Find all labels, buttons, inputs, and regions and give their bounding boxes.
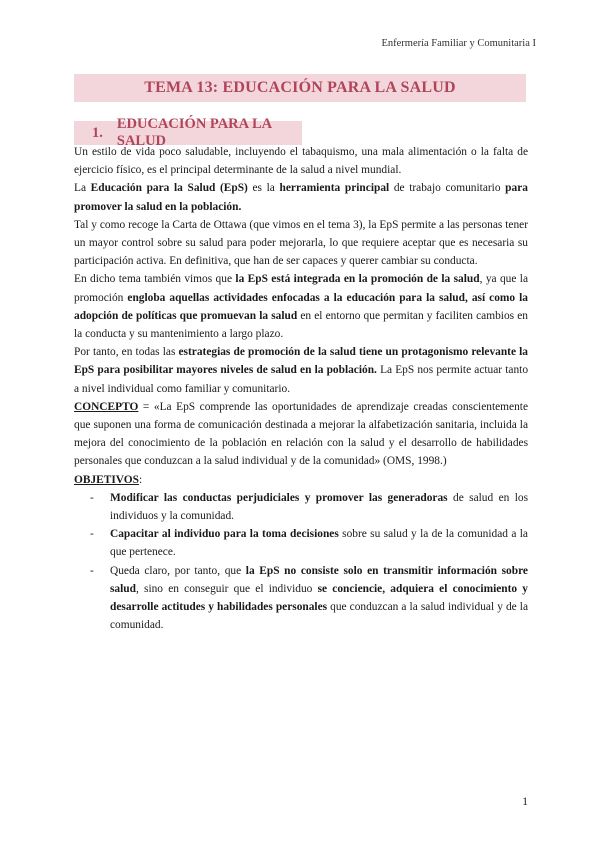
paragraph-eps-definition: La Educación para la Salud (EpS) es la herramienta principal de trabajo comunitario para promover la salud en la población. [74, 182, 528, 213]
section-title: EDUCACIÓN PARA LA SALUD [116, 116, 272, 149]
paragraph-promotion: En dicho tema también vimos que la EpS está integrada en la promoción de la salud, ya que la promoción engloba aquellas actividades enfocadas a la educación para la salud, así como la adopción de políticas que promuevan la salud en el entorno que permitan y faciliten cambios en la conducta y su mantenimiento a largo plazo. [74, 273, 529, 341]
section-heading [74, 116, 302, 149]
page-number: 1 [522, 796, 528, 808]
section-number: 1. [92, 124, 103, 141]
objectives-heading: OBJETIVOS: [74, 473, 143, 486]
paragraph-ottawa: Tal y como recoge la Carta de Ottawa (que vimos en el tema 3), la EpS permite a las personas tener un mayor control sobre su salud para poder mejorarla, lo que requiere aceptar que es necesaria su participación activa. En definitiva, que han de ser capaces y querer cambiar su conducta. [74, 218, 528, 268]
paragraph-intro: Un estilo de vida poco saludable, incluyendo el tabaquismo, una mala alimentación o la falta de ejercicio físico, es el principal determinante de la salud a nivel mundial. [74, 146, 528, 177]
paragraph-strategies: Por tanto, en todas las estrategias de promoción de la salud tiene un protagonismo relevante la EpS para posibilitar mayores niveles de salud en la población. La EpS nos permite actuar tanto a nivel individual como familiar y comunitario. [74, 346, 529, 395]
concept-label: CONCEPTO [74, 400, 139, 413]
running-header: Enfermería Familiar y Comunitaria I [381, 38, 536, 49]
list-item: - Queda claro, por tanto, que la EpS no consiste solo en transmitir información sobre salud, sino en conseguir que el individuo se conciencie, adquiera el conocimiento y desarrolle actitudes y habilidades personales que conduzcan a la salud individual y de la comunidad. [74, 562, 528, 635]
document-title [74, 74, 526, 102]
objectives-list [74, 489, 528, 635]
list-item: - Capacitar al individuo para la toma decisiones sobre su salud y la de la comunidad a la que pertenece. [74, 525, 528, 561]
paragraph-concept: CONCEPTO = «La EpS comprende las oportunidades de aprendizaje creadas conscientemente que suponen una forma de comunicación destinada a mejorar la alfabetización sanitaria, incluida la mejora del conocimiento de la población en relación con la salud y el desarrollo de habilidades personales que conduzcan a la salud individual y de la comunidad» (OMS, 1998.) [74, 400, 528, 468]
document-title-text: TEMA 13: EDUCACIÓN PARA LA SALUD [144, 79, 456, 96]
body-content [74, 143, 528, 634]
list-item: - Modificar las conductas perjudiciales y promover las generadoras de salud en los individuos y la comunidad. [74, 489, 528, 525]
